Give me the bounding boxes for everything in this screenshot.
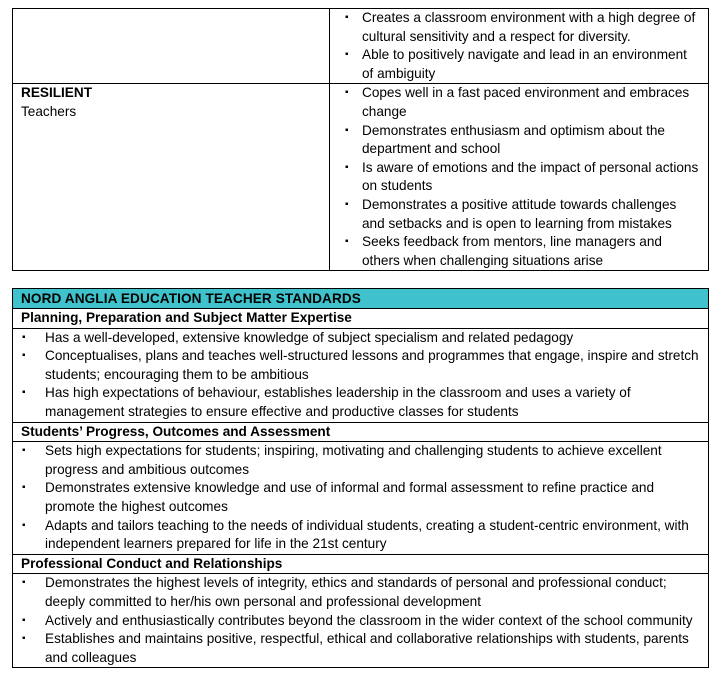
competency-items-cell — [330, 9, 709, 84]
table-row — [13, 84, 709, 271]
list-item: ▪ Conceptualises, plans and teaches well-structured lessons and programmes that engage, inspire and stretch students; encouraging them to be ambitious — [22, 348, 699, 382]
list-item: ▪ Able to positively navigate and lead in an environment of ambiguity — [345, 47, 687, 81]
bullet-icon: ▪ — [22, 577, 26, 589]
conduct-list — [21, 574, 700, 667]
bullet-icon: ▪ — [22, 614, 26, 626]
bullet-icon: ▪ — [22, 350, 26, 362]
standards-heading: NORD ANGLIA EDUCATION TEACHER STANDARDS — [13, 289, 709, 309]
list-item: ▪ Has high expectations of behaviour, establishes leadership in the classroom and uses a variety of management strategies to ensure effective and productive classes for students — [22, 385, 631, 419]
list-item: ▪ Is aware of emotions and the impact of personal actions on students — [345, 159, 699, 194]
list-item: ▪ Demonstrates enthusiasm and optimism about the department and school — [345, 122, 665, 157]
section-items-progress — [13, 442, 709, 555]
list-item: ▪ Demonstrates a positive attitude towards challenges and setbacks and is open to learning from mistakes — [345, 196, 677, 231]
bullet-icon: ▪ — [22, 482, 26, 494]
table-row — [13, 442, 709, 555]
table-row — [13, 422, 709, 442]
empty-cell — [13, 9, 330, 84]
bullet-icon: ▪ — [22, 519, 26, 531]
bullet-icon: ▪ — [22, 445, 26, 457]
bullet-icon: ▪ — [345, 236, 349, 248]
list-item: ▪ Creates a classroom environment with a high degree of cultural sensitivity and a respect for diversity. — [345, 10, 696, 44]
bullet-icon: ▪ — [345, 12, 349, 23]
competency-title: RESILIENT — [21, 85, 92, 101]
continued-list — [338, 9, 700, 83]
section-title-progress: Students’ Progress, Outcomes and Assessment — [13, 422, 709, 442]
planning-list — [21, 329, 700, 422]
progress-list — [21, 442, 700, 554]
list-item: ▪ Seeks feedback from mentors, line managers and others when challenging situations arise — [345, 234, 662, 268]
list-item: ▪ Has a well-developed, extensive knowledge of subject specialism and related pedagogy — [21, 329, 700, 348]
bullet-icon: ▪ — [345, 49, 349, 61]
bullet-icon: ▪ — [345, 161, 349, 173]
table-row — [13, 289, 709, 309]
list-item: ▪ Sets high expectations for students; inspiring, motivating and challenging students to achieve excellent progress and ambitious outcomes — [22, 443, 662, 477]
table-row — [13, 328, 709, 422]
competency-items-cell — [330, 84, 709, 271]
bullet-icon: ▪ — [345, 87, 349, 99]
bullet-icon: ▪ — [22, 331, 26, 343]
list-item: ▪ Demonstrates the highest levels of integrity, ethics and standards of personal and professional conduct; deeply committed to her/his own personal and professional development — [22, 575, 667, 609]
table-row — [13, 574, 709, 668]
table-row — [13, 309, 709, 329]
table-row — [13, 9, 709, 84]
section-items-conduct — [13, 574, 709, 668]
list-item: ▪ Adapts and tailors teaching to the needs of individual students, creating a student-centric environment, with independent learners prepared for life in the 21st century — [22, 517, 689, 552]
list-item: ▪ Copes well in a fast paced environment and embraces change — [345, 85, 690, 119]
teacher-standards-table — [12, 288, 709, 668]
bullet-icon: ▪ — [22, 387, 26, 399]
competency-name-cell — [13, 84, 330, 271]
list-item: ▪ Establishes and maintains positive, respectful, ethical and collaborative relationships with students, parents and colleagues — [22, 631, 689, 665]
list-item: ▪ Demonstrates extensive knowledge and use of informal and formal assessment to refine practice and promote the highest outcomes — [22, 480, 655, 514]
section-title-conduct: Professional Conduct and Relationships — [13, 554, 709, 574]
table-row — [13, 554, 709, 574]
section-title-planning: Planning, Preparation and Subject Matter Expertise — [13, 309, 709, 329]
list-item: ▪ Actively and enthusiastically contributes beyond the classroom in the wider context of the school community — [21, 612, 700, 631]
bullet-icon: ▪ — [22, 633, 26, 645]
section-items-planning — [13, 328, 709, 422]
competency-table — [12, 8, 709, 271]
competency-subtitle: Teachers — [21, 103, 77, 119]
bullet-icon: ▪ — [345, 124, 349, 136]
bullet-icon: ▪ — [345, 198, 349, 210]
resilient-list — [338, 84, 700, 270]
